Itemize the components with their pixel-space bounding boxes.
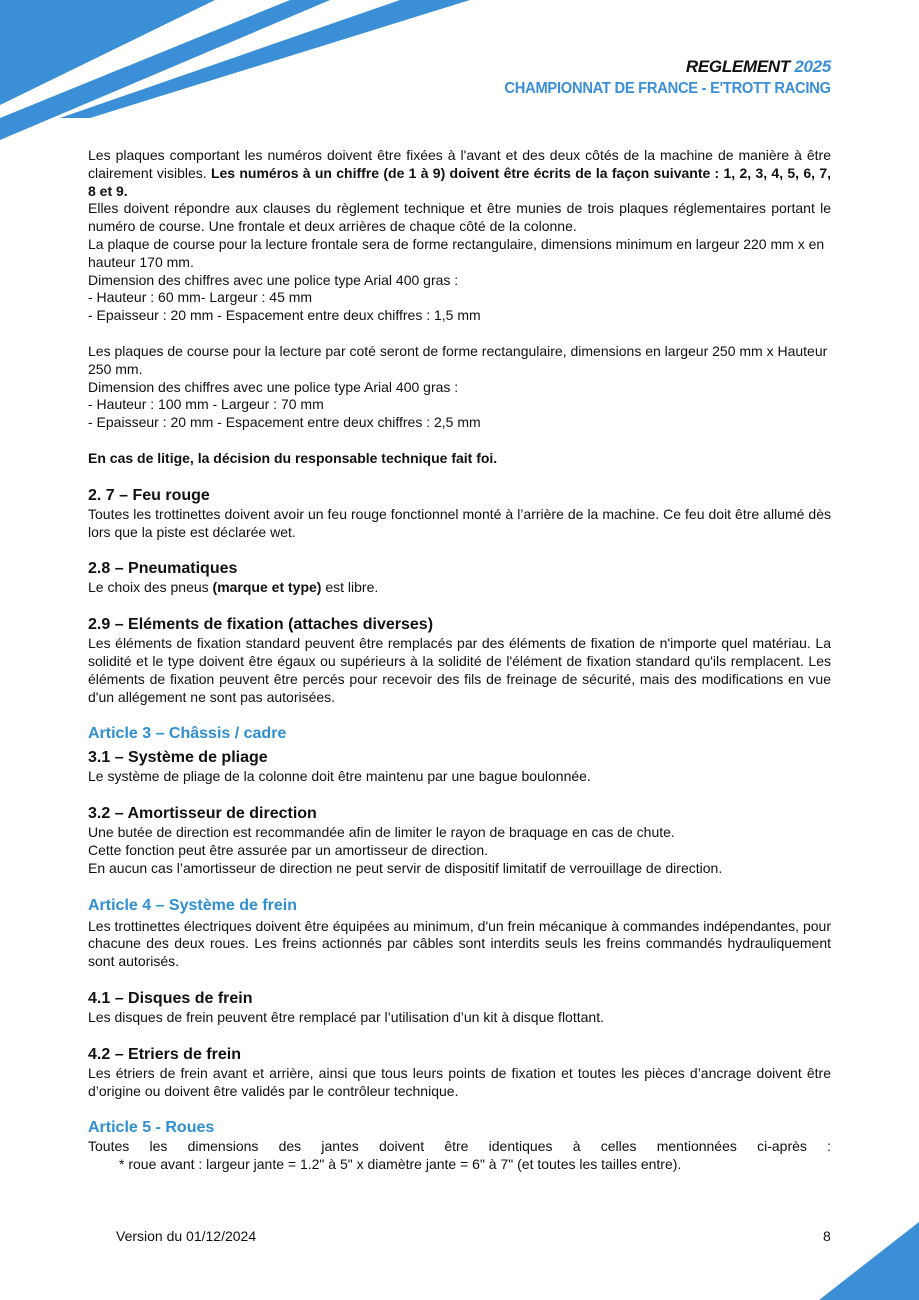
- paragraph: Toutes les dimensions des jantes doivent être identiques à celles mentionnées ci-après :: [88, 1138, 831, 1155]
- section-title: 3.2 – Amortisseur de direction: [88, 805, 317, 823]
- paragraph: Le système de pliage de la colonne doit être maintenu par une bague boulonnée.: [88, 768, 591, 785]
- bold-text: Les numéros à un chiffre (de 1 à 9) doivent être écrits de la façon suivante : 1, 2, 3, 4, 5, 6, 7, 8 et 9.: [88, 164, 831, 199]
- paragraph: [88, 450, 831, 468]
- list-item: * roue avant : largeur jante = 1.2" à 5" x diamètre jante = 6" à 7" (et toutes les tailles entre).: [119, 1156, 682, 1173]
- page-content: [88, 147, 831, 1174]
- footer-version: Version du 01/12/2024: [116, 1228, 257, 1244]
- article-title: Article 4 – Système de frein: [88, 896, 297, 914]
- paragraph: En aucun cas l’amortisseur de direction ne peut servir de dispositif limitatif de verrouillage de direction.: [88, 859, 723, 876]
- section-title: 2.8 – Pneumatiques: [88, 560, 238, 578]
- paragraph: [88, 147, 831, 200]
- text: Le choix des pneus: [88, 579, 213, 596]
- paragraph: - Epaisseur : 20 mm - Espacement entre deux chiffres : 2,5 mm: [88, 414, 481, 431]
- section-title: 4.1 – Disques de frein: [88, 989, 253, 1007]
- paragraph: Toutes les trottinettes doivent avoir un feu rouge fonctionnel monté à l’arrière de la machine. Ce feu doit être allumé dès lors que la piste est déclarée wet.: [88, 505, 831, 540]
- paragraph: Les disques de frein peuvent être remplacé par l’utilisation d’un kit à disque flottant.: [88, 1008, 604, 1025]
- paragraph: - Hauteur : 100 mm - Largeur : 70 mm: [88, 396, 324, 413]
- paragraph: - Epaisseur : 20 mm - Espacement entre deux chiffres : 1,5 mm: [88, 307, 481, 324]
- article-title: Article 5 - Roues: [88, 1119, 215, 1137]
- paragraph: La plaque de course pour la lecture frontale sera de forme rectangulaire, dimensions minimum en largeur 220 mm x en hauteur 170 mm.: [88, 235, 825, 270]
- bold-text: En cas de litige, la décision du responsable technique fait foi.: [88, 449, 498, 466]
- paragraph: Cette fonction peut être assurée par un amortisseur de direction.: [88, 841, 488, 858]
- section-title: 2. 7 – Feu rouge: [88, 486, 210, 504]
- page-number: 8: [823, 1228, 831, 1244]
- document-header: [476, 57, 831, 99]
- paragraph: Les plaques de course pour la lecture par coté seront de forme rectangulaire, dimensions en largeur 250 mm x Hauteur 250 mm.: [88, 342, 828, 377]
- footer-corner-decoration: [819, 1222, 919, 1300]
- text: est libre.: [321, 579, 379, 596]
- paragraph: Dimension des chiffres avec une police type Arial 400 gras :: [88, 271, 459, 288]
- paragraph: [88, 579, 831, 597]
- paragraph: Dimension des chiffres avec une police type Arial 400 gras :: [88, 378, 459, 395]
- paragraph: Les éléments de fixation standard peuvent être remplacés par des éléments de fixation de n'importe quel matériau. La solidité et le type doivent être égaux ou supérieurs à la solidité de l'élément de fixation standard qu'ils remplacent. Les éléments de fixation peuvent être percés pour recevoir des fils de freinage de sécurité, mais des modifications en vue d'un allégement ne sont pas autorisées.: [88, 635, 831, 705]
- header-doc-label: REGLEMENT: [685, 57, 790, 76]
- paragraph: Elles doivent répondre aux clauses du règlement technique et être munies de trois plaques réglementaires portant le numéro de course. Une frontale et deux arrières de chaque côté de la colonne.: [88, 200, 831, 235]
- paragraph: Une butée de direction est recommandée afin de limiter le rayon de braquage en cas de chute.: [88, 824, 675, 841]
- article-title: Article 3 – Châssis / cadre: [88, 725, 287, 743]
- paragraph: Les étriers de frein avant et arrière, ainsi que tous leurs points de fixation et toutes les pièces d’ancrage doivent être d’origine ou doivent être validés par le contrôleur technique.: [88, 1064, 831, 1099]
- section-title: 2.9 – Eléments de fixation (attaches diverses): [88, 616, 434, 634]
- bold-text: (marque et type): [212, 579, 322, 596]
- text: Les plaques comportant les numéros doivent être fixées à l'avant et des deux côtés de la machine de manière à être clairement visibles.: [88, 147, 831, 181]
- paragraph: - Hauteur : 60 mm- Largeur : 45 mm: [88, 289, 313, 306]
- section-title: 4.2 – Etriers de frein: [88, 1045, 241, 1063]
- section-title: 3.1 – Système de pliage: [88, 749, 268, 767]
- header-year: 2025: [794, 57, 831, 76]
- header-subtitle: CHAMPIONNAT DE FRANCE - E'TROTT RACING: [504, 80, 831, 97]
- paragraph: Les trottinettes électriques doivent être équipées au minimum, d'un frein mécanique à commandes indépendantes, pour chacune des deux roues. Les freins actionnés par câbles sont interdits seuls les freins commandés hydrauliquement sont autorisés.: [88, 917, 831, 970]
